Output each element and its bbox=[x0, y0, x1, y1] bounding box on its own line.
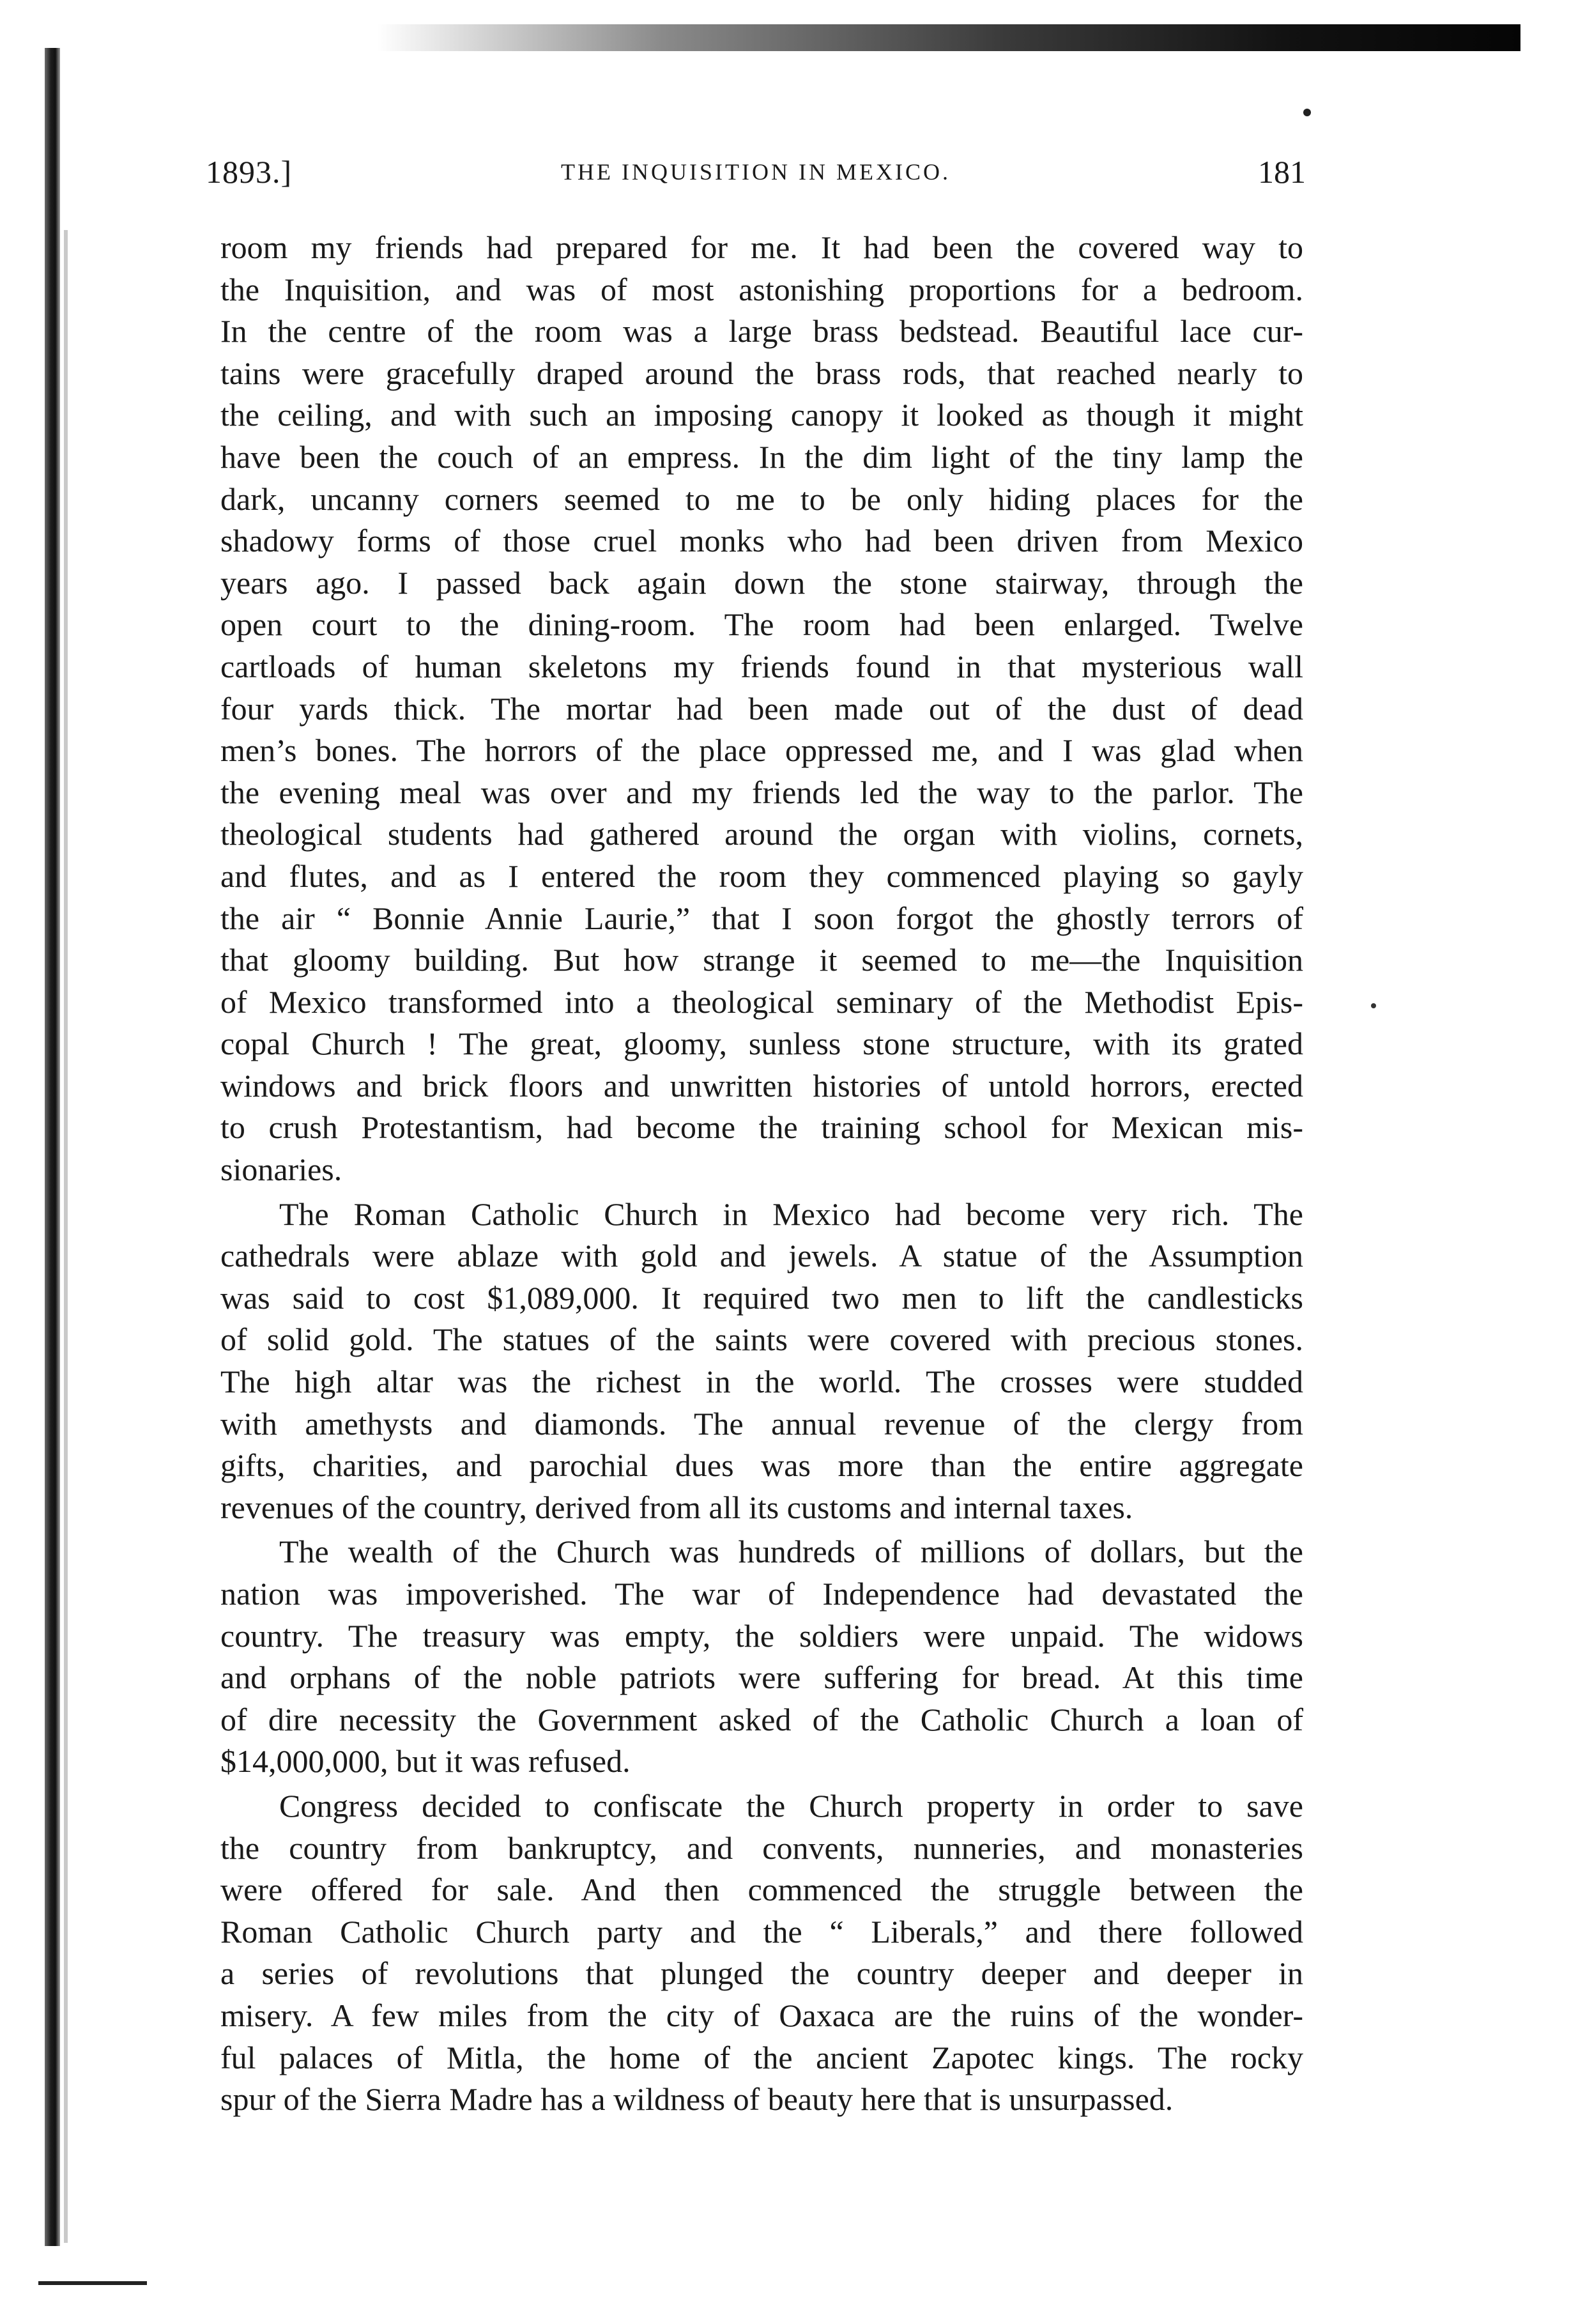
text-line: of solid gold. The statues of the saints were covered with precious stones. bbox=[220, 1321, 1303, 1358]
paragraph bbox=[220, 1785, 1303, 2121]
text-line: with amethysts and diamonds. The annual revenue of the clergy from bbox=[220, 1405, 1303, 1442]
text-line: and orphans of the noble patriots were suffering for bread. At this time bbox=[220, 1659, 1303, 1696]
text-line: that gloomy building. But how strange it seemed to me—the Inquisition bbox=[220, 942, 1303, 978]
paragraph bbox=[220, 1531, 1303, 1783]
text-line: shadowy forms of those cruel monks who had been driven from Mexico bbox=[220, 523, 1303, 559]
paragraph bbox=[220, 227, 1303, 1191]
text-line: have been the couch of an empress. In the dim light of the tiny lamp the bbox=[220, 438, 1303, 475]
text-line: the country from bankruptcy, and convents, nunneries, and monasteries bbox=[220, 1829, 1303, 1866]
scan-bottom-mark bbox=[38, 2281, 147, 2285]
text-line: men’s bones. The horrors of the place oppressed me, and I was glad when bbox=[220, 732, 1303, 769]
text-line: gifts, charities, and parochial dues was more than the entire aggregate bbox=[220, 1447, 1303, 1484]
paragraph bbox=[220, 1194, 1303, 1529]
text-line: the Inquisition, and was of most astonishing proportions for a bedroom. bbox=[220, 271, 1303, 307]
page-number: 181 bbox=[1258, 154, 1306, 190]
running-header bbox=[206, 153, 1306, 204]
text-line: was said to cost $1,089,000. It required two men to lift the candlesticks bbox=[220, 1279, 1303, 1316]
text-line: of dire necessity the Government asked of the Catholic Church a loan of bbox=[220, 1701, 1303, 1737]
scan-binding-shadow bbox=[64, 230, 68, 2243]
text-line: The high altar was the richest in the world. The crosses were studded bbox=[220, 1364, 1303, 1400]
text-line: The wealth of the Church was hundreds of millions of dollars, but the bbox=[279, 1534, 1303, 1570]
text-line: the air “ Bonnie Annie Laurie,” that I soon forgot the ghostly terrors of bbox=[220, 900, 1303, 936]
text-line: revenues of the country, derived from all its customs and internal taxes. bbox=[220, 1489, 1133, 1525]
text-line: copal Church ! The great, gloomy, sunless stone structure, with its grated bbox=[220, 1026, 1303, 1062]
text-line: misery. A few miles from the city of Oaxaca are the ruins of the wonder- bbox=[220, 1997, 1303, 2033]
text-line: sionaries. bbox=[220, 1151, 342, 1188]
header-year: 1893.] bbox=[206, 154, 293, 190]
text-line: and flutes, and as I entered the room they commenced playing so gayly bbox=[220, 858, 1303, 894]
scan-binding-edge bbox=[45, 48, 60, 2246]
text-line: country. The treasury was empty, the soldiers were unpaid. The widows bbox=[220, 1617, 1303, 1654]
text-line: of Mexico transformed into a theological seminary of the Methodist Epis- bbox=[220, 983, 1303, 1020]
text-line: dark, uncanny corners seemed to me to be only hiding places for the bbox=[220, 481, 1303, 517]
text-line: the ceiling, and with such an imposing canopy it looked as though it might bbox=[220, 397, 1303, 433]
text-line: room my friends had prepared for me. It had been the covered way to bbox=[220, 229, 1303, 265]
text-line: to crush Protestantism, had become the training school for Mexican mis- bbox=[220, 1109, 1303, 1146]
text-line: Roman Catholic Church party and the “ Liberals,” and there followed bbox=[220, 1913, 1303, 1950]
text-line: Congress decided to confiscate the Church property in order to save bbox=[279, 1787, 1303, 1824]
scan-speck bbox=[1371, 1003, 1376, 1008]
text-line: nation was impoverished. The war of Independence had devastated the bbox=[220, 1576, 1303, 1612]
text-line: cartloads of human skeletons my friends found in that mysterious wall bbox=[220, 648, 1303, 684]
text-line: tains were gracefully draped around the brass rods, that reached nearly to bbox=[220, 355, 1303, 391]
text-line: open court to the dining-room. The room had been enlarged. Twelve bbox=[220, 606, 1303, 643]
text-line: $14,000,000, but it was refused. bbox=[220, 1743, 631, 1780]
text-line: theological students had gathered around the organ with violins, cornets, bbox=[220, 816, 1303, 852]
text-line: windows and brick floors and unwritten histories of untold horrors, erected bbox=[220, 1067, 1303, 1104]
text-line: spur of the Sierra Madre has a wildness of beauty here that is unsurpassed. bbox=[220, 2081, 1174, 2118]
scan-top-rule bbox=[377, 24, 1520, 51]
body-text bbox=[220, 227, 1303, 2121]
text-line: a series of revolutions that plunged the country deeper and deeper in bbox=[220, 1955, 1303, 1992]
text-line: The Roman Catholic Church in Mexico had become very rich. The bbox=[279, 1196, 1303, 1232]
header-title: THE INQUISITION IN MEXICO. bbox=[561, 159, 951, 185]
text-line: ful palaces of Mitla, the home of the ancient Zapotec kings. The rocky bbox=[220, 2039, 1303, 2075]
text-line: cathedrals were ablaze with gold and jewels. A statue of the Assumption bbox=[220, 1238, 1303, 1274]
text-line: four yards thick. The mortar had been made out of the dust of dead bbox=[220, 690, 1303, 727]
scan-speck bbox=[1303, 109, 1311, 116]
text-line: were offered for sale. And then commenced the struggle between the bbox=[220, 1872, 1303, 1908]
text-line: the evening meal was over and my friends led the way to the parlor. The bbox=[220, 774, 1303, 810]
text-line: years ago. I passed back again down the stone stairway, through the bbox=[220, 564, 1303, 601]
text-line: In the centre of the room was a large brass bedstead. Beautiful lace cur- bbox=[220, 313, 1303, 350]
